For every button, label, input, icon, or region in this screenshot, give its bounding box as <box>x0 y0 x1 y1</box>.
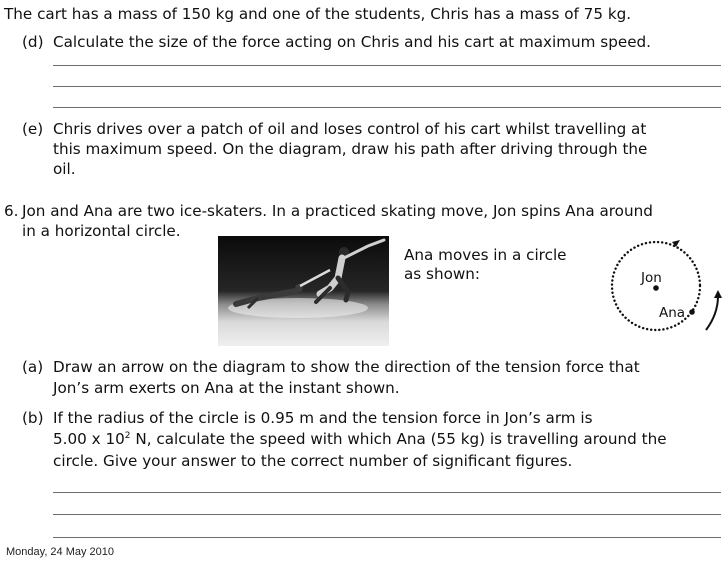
part-e-label: (e) <box>22 120 44 138</box>
part-b-line-3: circle. Give your answer to the correct number of significant figures. <box>53 452 573 470</box>
part-b-exponent: 2 <box>124 431 131 441</box>
answer-line-d-1[interactable] <box>53 65 721 66</box>
part-a-label: (a) <box>22 358 44 376</box>
diagram-caption-line-1: Ana moves in a circle <box>404 246 567 264</box>
part-b-line-2 <box>53 429 667 449</box>
part-e-line-1: Chris drives over a patch of oil and loses control of his cart whilst travelling at <box>53 120 647 138</box>
part-b-label: (b) <box>22 409 44 427</box>
answer-line-b-1[interactable] <box>53 492 721 493</box>
answer-line-d-3[interactable] <box>53 107 721 108</box>
part-e-line-2: this maximum speed. On the diagram, draw his path after driving through the <box>53 140 648 158</box>
ana-label: Ana <box>659 305 686 321</box>
answer-line-b-2[interactable] <box>53 514 721 515</box>
part-b-line-2-post: N, calculate the speed with which Ana (55 kg) is travelling around the <box>130 430 667 448</box>
question-6-line-2: in a horizontal circle. <box>22 222 181 240</box>
part-b-line-2-pre: 5.00 x 10 <box>53 430 125 448</box>
question-6-line-1: Jon and Ana are two ice-skaters. In a practiced skating move, Jon spins Ana around <box>22 202 653 220</box>
answer-line-b-3[interactable] <box>53 537 721 538</box>
jon-label: Jon <box>641 270 662 286</box>
curved-motion-arrow <box>706 296 718 330</box>
part-a-line-2: Jon’s arm exerts on Ana at the instant shown. <box>53 379 400 397</box>
question-6-number: 6. <box>4 202 19 220</box>
intro-text: The cart has a mass of 150 kg and one of the students, Chris has a mass of 75 kg. <box>4 5 632 23</box>
circle-diagram[interactable] <box>600 236 724 336</box>
part-d-label: (d) <box>22 33 44 51</box>
footer-date: Monday, 24 May 2010 <box>6 546 115 558</box>
part-e-line-3: oil. <box>53 160 76 178</box>
ana-dot <box>689 309 695 315</box>
curved-motion-arrowhead <box>714 290 722 298</box>
ice-skaters-photo <box>218 236 389 346</box>
part-a-line-1: Draw an arrow on the diagram to show the direction of the tension force that <box>53 358 640 376</box>
part-d-text: Calculate the size of the force acting on Chris and his cart at maximum speed. <box>53 33 652 51</box>
part-b-line-1: If the radius of the circle is 0.95 m and the tension force in Jon’s arm is <box>53 409 593 427</box>
diagram-caption-line-2: as shown: <box>404 265 481 283</box>
answer-line-d-2[interactable] <box>53 86 721 87</box>
